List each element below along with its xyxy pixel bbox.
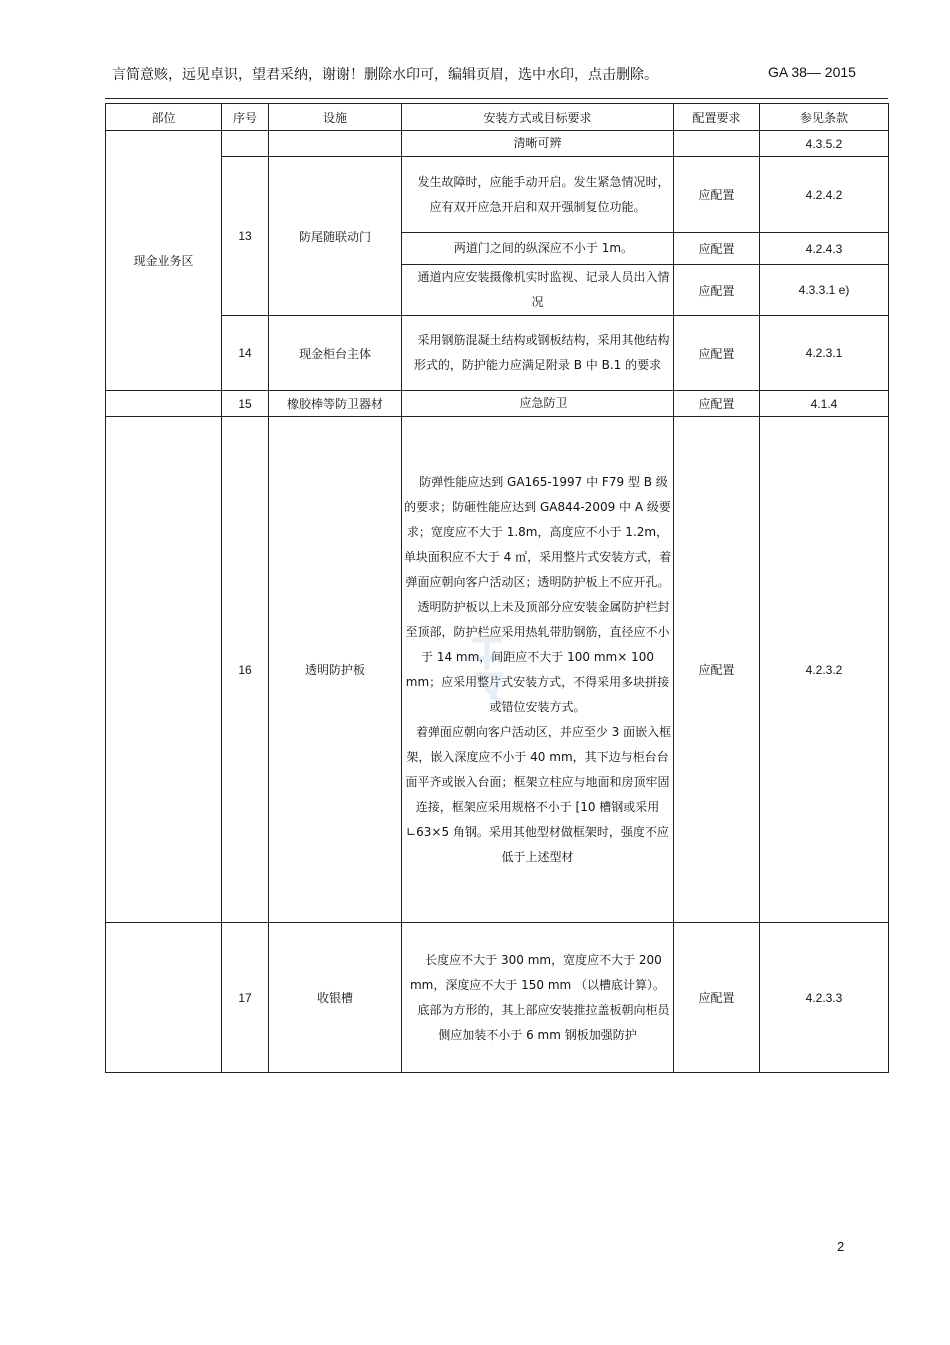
table-row: [106, 131, 889, 157]
config-cell: 应配置: [674, 157, 760, 233]
requirement-cell: 发生故障时，应能手动开启。发生紧急情况时，应有双开应急开启和双开强制复位功能。: [402, 157, 674, 233]
reference-cell: 4.2.4.2: [760, 157, 889, 233]
reference-cell: 4.2.3.3: [760, 923, 889, 1073]
facility-cell: 橡胶棒等防卫器材: [269, 391, 402, 417]
table-row: [106, 391, 889, 417]
reference-cell: 4.2.3.2: [760, 417, 889, 923]
facility-cell: 防尾随联动门: [269, 157, 402, 316]
requirement-cell: 两道门之间的纵深应不小于 1m。: [402, 233, 674, 265]
requirement-cell: 采用钢筋混凝土结构或钢板结构，采用其他结构形式的，防护能力应满足附录 B 中 B.1 的要求: [402, 316, 674, 391]
facility-requirements-table: [105, 103, 889, 1073]
table-row: [106, 157, 889, 233]
facility-cell: 收银槽: [269, 923, 402, 1073]
facility-cell: [269, 131, 402, 157]
facility-cell: 现金柜台主体: [269, 316, 402, 391]
requirement-cell: 清晰可辨: [402, 131, 674, 157]
col-header-reference: 参见条款: [760, 104, 889, 131]
facility-cell: 透明防护板: [269, 417, 402, 923]
reference-cell: 4.2.3.1: [760, 316, 889, 391]
table-row: [106, 417, 889, 923]
no-cell: 17: [222, 923, 269, 1073]
config-cell: 应配置: [674, 233, 760, 265]
no-cell: [222, 131, 269, 157]
area-cell: 现金业务区: [106, 131, 222, 391]
config-cell: 应配置: [674, 417, 760, 923]
col-header-area: 部位: [106, 104, 222, 131]
header-watermark-note: 言简意赅，远见卓识，望君采纳，谢谢！删除水印可，编辑页眉，选中水印，点击删除。: [112, 67, 658, 83]
reference-cell: 4.3.3.1 e): [760, 265, 889, 316]
config-cell: 应配置: [674, 265, 760, 316]
no-cell: 15: [222, 391, 269, 417]
config-cell: [674, 131, 760, 157]
page-number: 2: [837, 1239, 845, 1254]
col-header-config: 配置要求: [674, 104, 760, 131]
requirement-cell: 通道内应安装摄像机实时监视、记录人员出入情况: [402, 265, 674, 316]
requirement-cell: 防弹性能应达到 GA165-1997 中 F79 型 B 级的要求；防砸性能应达到 GA844-2009 中 A 级要求；宽度应不大于 1.8m，高度应不小于 1.2m，单块面积应不大于 4 ㎡，采用整片式安装方式，着弹面应朝向客户活动区；透明防护板上不应开孔。 透明防护板以上未及顶部分应安装金属防护栏封至顶部，防护栏应采用热轧带肋钢筋，直径应不小于 14 mm，间距应不大于 100 mm× 100 mm；应采用整片式安装方式，不得采用多块拼接或错位安装方式。 着弹面应朝向客户活动区，并应至少 3 面嵌入框架，嵌入深度应不小于 40 mm，其下边与柜台台面平齐或嵌入台面；框架立柱应与地面和房顶牢固连接，框架应采用规格不小于 [10 槽钢或采用∟63×5 角钢。采用其他型材做框架时，强度不应低于上述型材: [402, 417, 674, 923]
reference-cell: 4.2.4.3: [760, 233, 889, 265]
table-row: [106, 316, 889, 391]
col-header-facility: 设施: [269, 104, 402, 131]
no-cell: 13: [222, 157, 269, 316]
header-rule: [105, 98, 888, 99]
table-row: [106, 923, 889, 1073]
standard-number: GA 38— 2015: [768, 64, 856, 80]
col-header-requirement: 安装方式或目标要求: [402, 104, 674, 131]
config-cell: 应配置: [674, 923, 760, 1073]
config-cell: 应配置: [674, 391, 760, 417]
reference-cell: 4.3.5.2: [760, 131, 889, 157]
table-header-row: [106, 104, 889, 131]
col-header-no: 序号: [222, 104, 269, 131]
no-cell: 16: [222, 417, 269, 923]
no-cell: 14: [222, 316, 269, 391]
config-cell: 应配置: [674, 316, 760, 391]
reference-cell: 4.1.4: [760, 391, 889, 417]
requirement-cell: 长度应不大于 300 mm，宽度应不大于 200 mm，深度应不大于 150 mm （以槽底计算）。 底部为方形的，其上部应安装推拉盖板朝向柜员侧应加装不小于 6 mm 钢板加强防护: [402, 923, 674, 1073]
requirement-cell: 应急防卫: [402, 391, 674, 417]
